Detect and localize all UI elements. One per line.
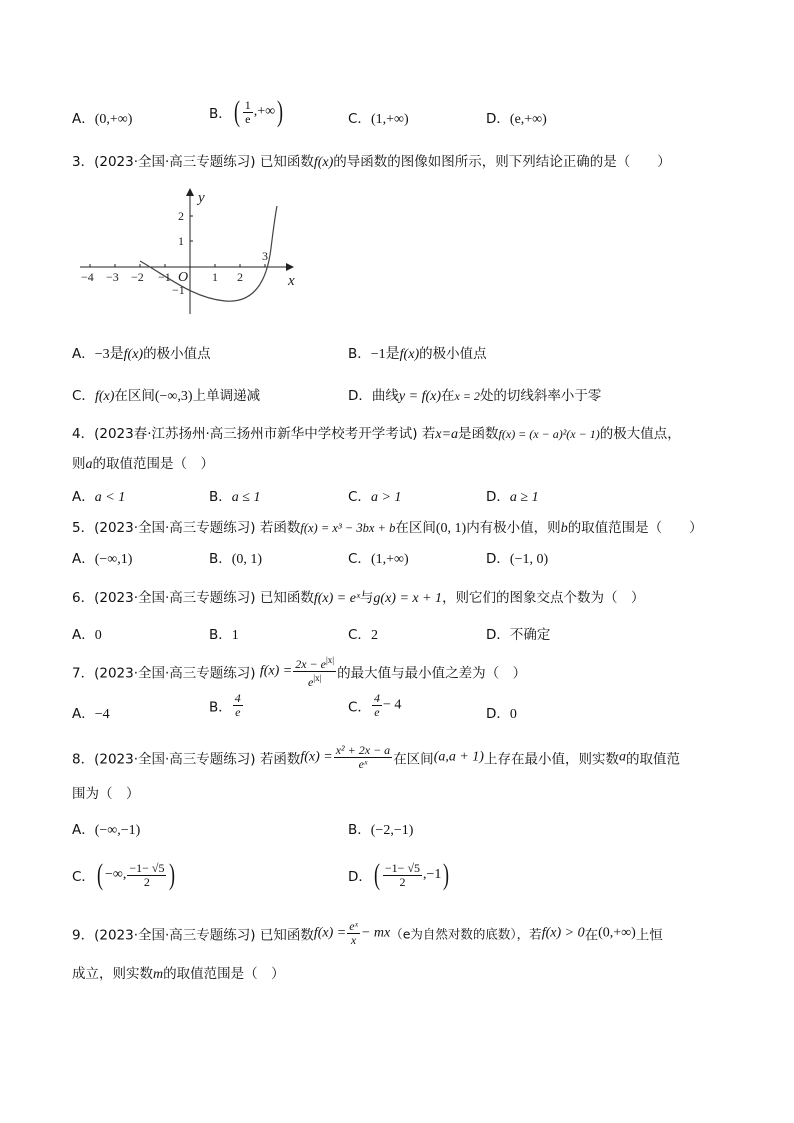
q7-option-b: B． $\frac{4}{e}$ — [209, 691, 241, 719]
q4-stem-line2: 则a的取值范围是（ ） — [72, 456, 214, 472]
q8-option-b: B．(−2,−1) — [348, 822, 414, 838]
q7-option-c: C． $\frac{4}{e}$ − 4 — [348, 691, 402, 719]
q7-stem: 7．(2023·全国·高三专题练习) f(x) = $\frac{2x - e^{|x|}}{e^{|x|}}$ 的最大值与最小值之差为（ ） — [72, 655, 527, 689]
q5-option-b: B．(0, 1) — [209, 551, 263, 567]
q6-option-d: D．不确定 — [486, 627, 551, 643]
q3-option-c: C．f(x)在区间(−∞,3)上单调递减 — [72, 388, 261, 404]
q8-option-c: C．( −∞, $\frac{-1- √5}{2}$ ) — [72, 858, 176, 891]
q9-stem-line2: 成立，则实数m的取值范围是（ ） — [72, 966, 285, 982]
q3-stem: 3．(2023·全国·高三专题练习) 已知函数f(x)的导函数的图像如图所示，则下列结论正确的是（ ） — [72, 154, 671, 170]
tick-label: 1 — [212, 270, 218, 284]
x-axis-label: x — [288, 273, 295, 289]
q2-option-d: D．(e,+∞) — [486, 111, 547, 127]
q6-option-c: C．2 — [348, 627, 378, 643]
q3-option-d: D．曲线y = f(x)在x = 2处的切线斜率小于零 — [348, 388, 602, 404]
q6-option-a: A．0 — [72, 627, 102, 643]
q3-option-a: A．−3是f(x)的极小值点 — [72, 346, 211, 362]
q8-stem-line2: 围为（ ） — [72, 786, 140, 802]
tick-label: 2 — [237, 270, 243, 284]
y-axis-label: y — [198, 190, 205, 206]
q9-stem-line1: 9．(2023·全国·高三专题练习) 已知函数f(x) = $\frac{\text{eˣ}}{x}$ − mx（e为自然对数的底数），若f(x) > 0在(0,+∞)上恒 — [72, 919, 663, 947]
q4-option-d: D．a ≥ 1 — [486, 489, 539, 505]
q2-option-c: C．(1,+∞) — [348, 111, 409, 127]
tick-label: 1 — [178, 234, 184, 248]
origin-label: O — [178, 270, 189, 285]
q4-option-b: B．a ≤ 1 — [209, 489, 261, 505]
q5-option-c: C．(1,+∞) — [348, 551, 409, 567]
q4-option-a: A．a < 1 — [72, 489, 126, 505]
tick-label: −3 — [106, 270, 119, 284]
tick-label: 3 — [262, 249, 268, 263]
q7-option-d: D．0 — [486, 706, 517, 722]
derivative-graph — [78, 182, 308, 322]
derivative-curve — [140, 206, 277, 301]
tick-label: −2 — [131, 270, 144, 284]
q6-stem: 6．(2023·全国·高三专题练习) 已知函数f(x) = eˣ与g(x) = x + 1，则它们的图象交点个数为（ ） — [72, 590, 645, 606]
q8-stem-line1: 8．(2023·全国·高三专题练习) 若函数f(x) = $\frac{\text{x² + 2x − a}}{\text{eˣ}}$ 在区间(a,a + 1)上存在最小值，则实数a的取值范 — [72, 743, 680, 771]
q2-options — [72, 107, 132, 128]
q8-option-d: D．( $\frac{-1- √5}{2}$ ,−1) — [348, 858, 450, 891]
q4-option-c: C．a > 1 — [348, 489, 402, 505]
q3-option-b: B．−1是f(x)的极小值点 — [348, 346, 487, 362]
q4-stem-line1: 4．(2023春·江苏扬州·高三扬州市新华中学校考开学考试) 若x=a是函数f(x) = (x − a)²(x − 1)的极大值点， — [72, 426, 681, 442]
q8-option-a: A．(−∞,−1) — [72, 822, 141, 838]
q6-option-b: B．1 — [209, 627, 239, 643]
q2-option-b: B．( $\frac{1}{e}$ ,+∞) — [209, 95, 284, 128]
tick-label: −1 — [158, 270, 171, 284]
tick-label: 2 — [178, 209, 184, 223]
q2-option-a: A．(0,+∞) — [72, 111, 133, 127]
q5-stem: 5．(2023·全国·高三专题练习) 若函数f(x) = x³ − 3bx + b在区间(0, 1)内有极小值，则b的取值范围是（ ） — [72, 520, 703, 536]
q5-option-d: D．(−1, 0) — [486, 551, 549, 567]
tick-label: −4 — [81, 270, 94, 284]
q7-option-a: A．−4 — [72, 706, 110, 722]
tick-label: −1 — [172, 283, 185, 297]
q5-option-a: A．(−∞,1) — [72, 551, 133, 567]
